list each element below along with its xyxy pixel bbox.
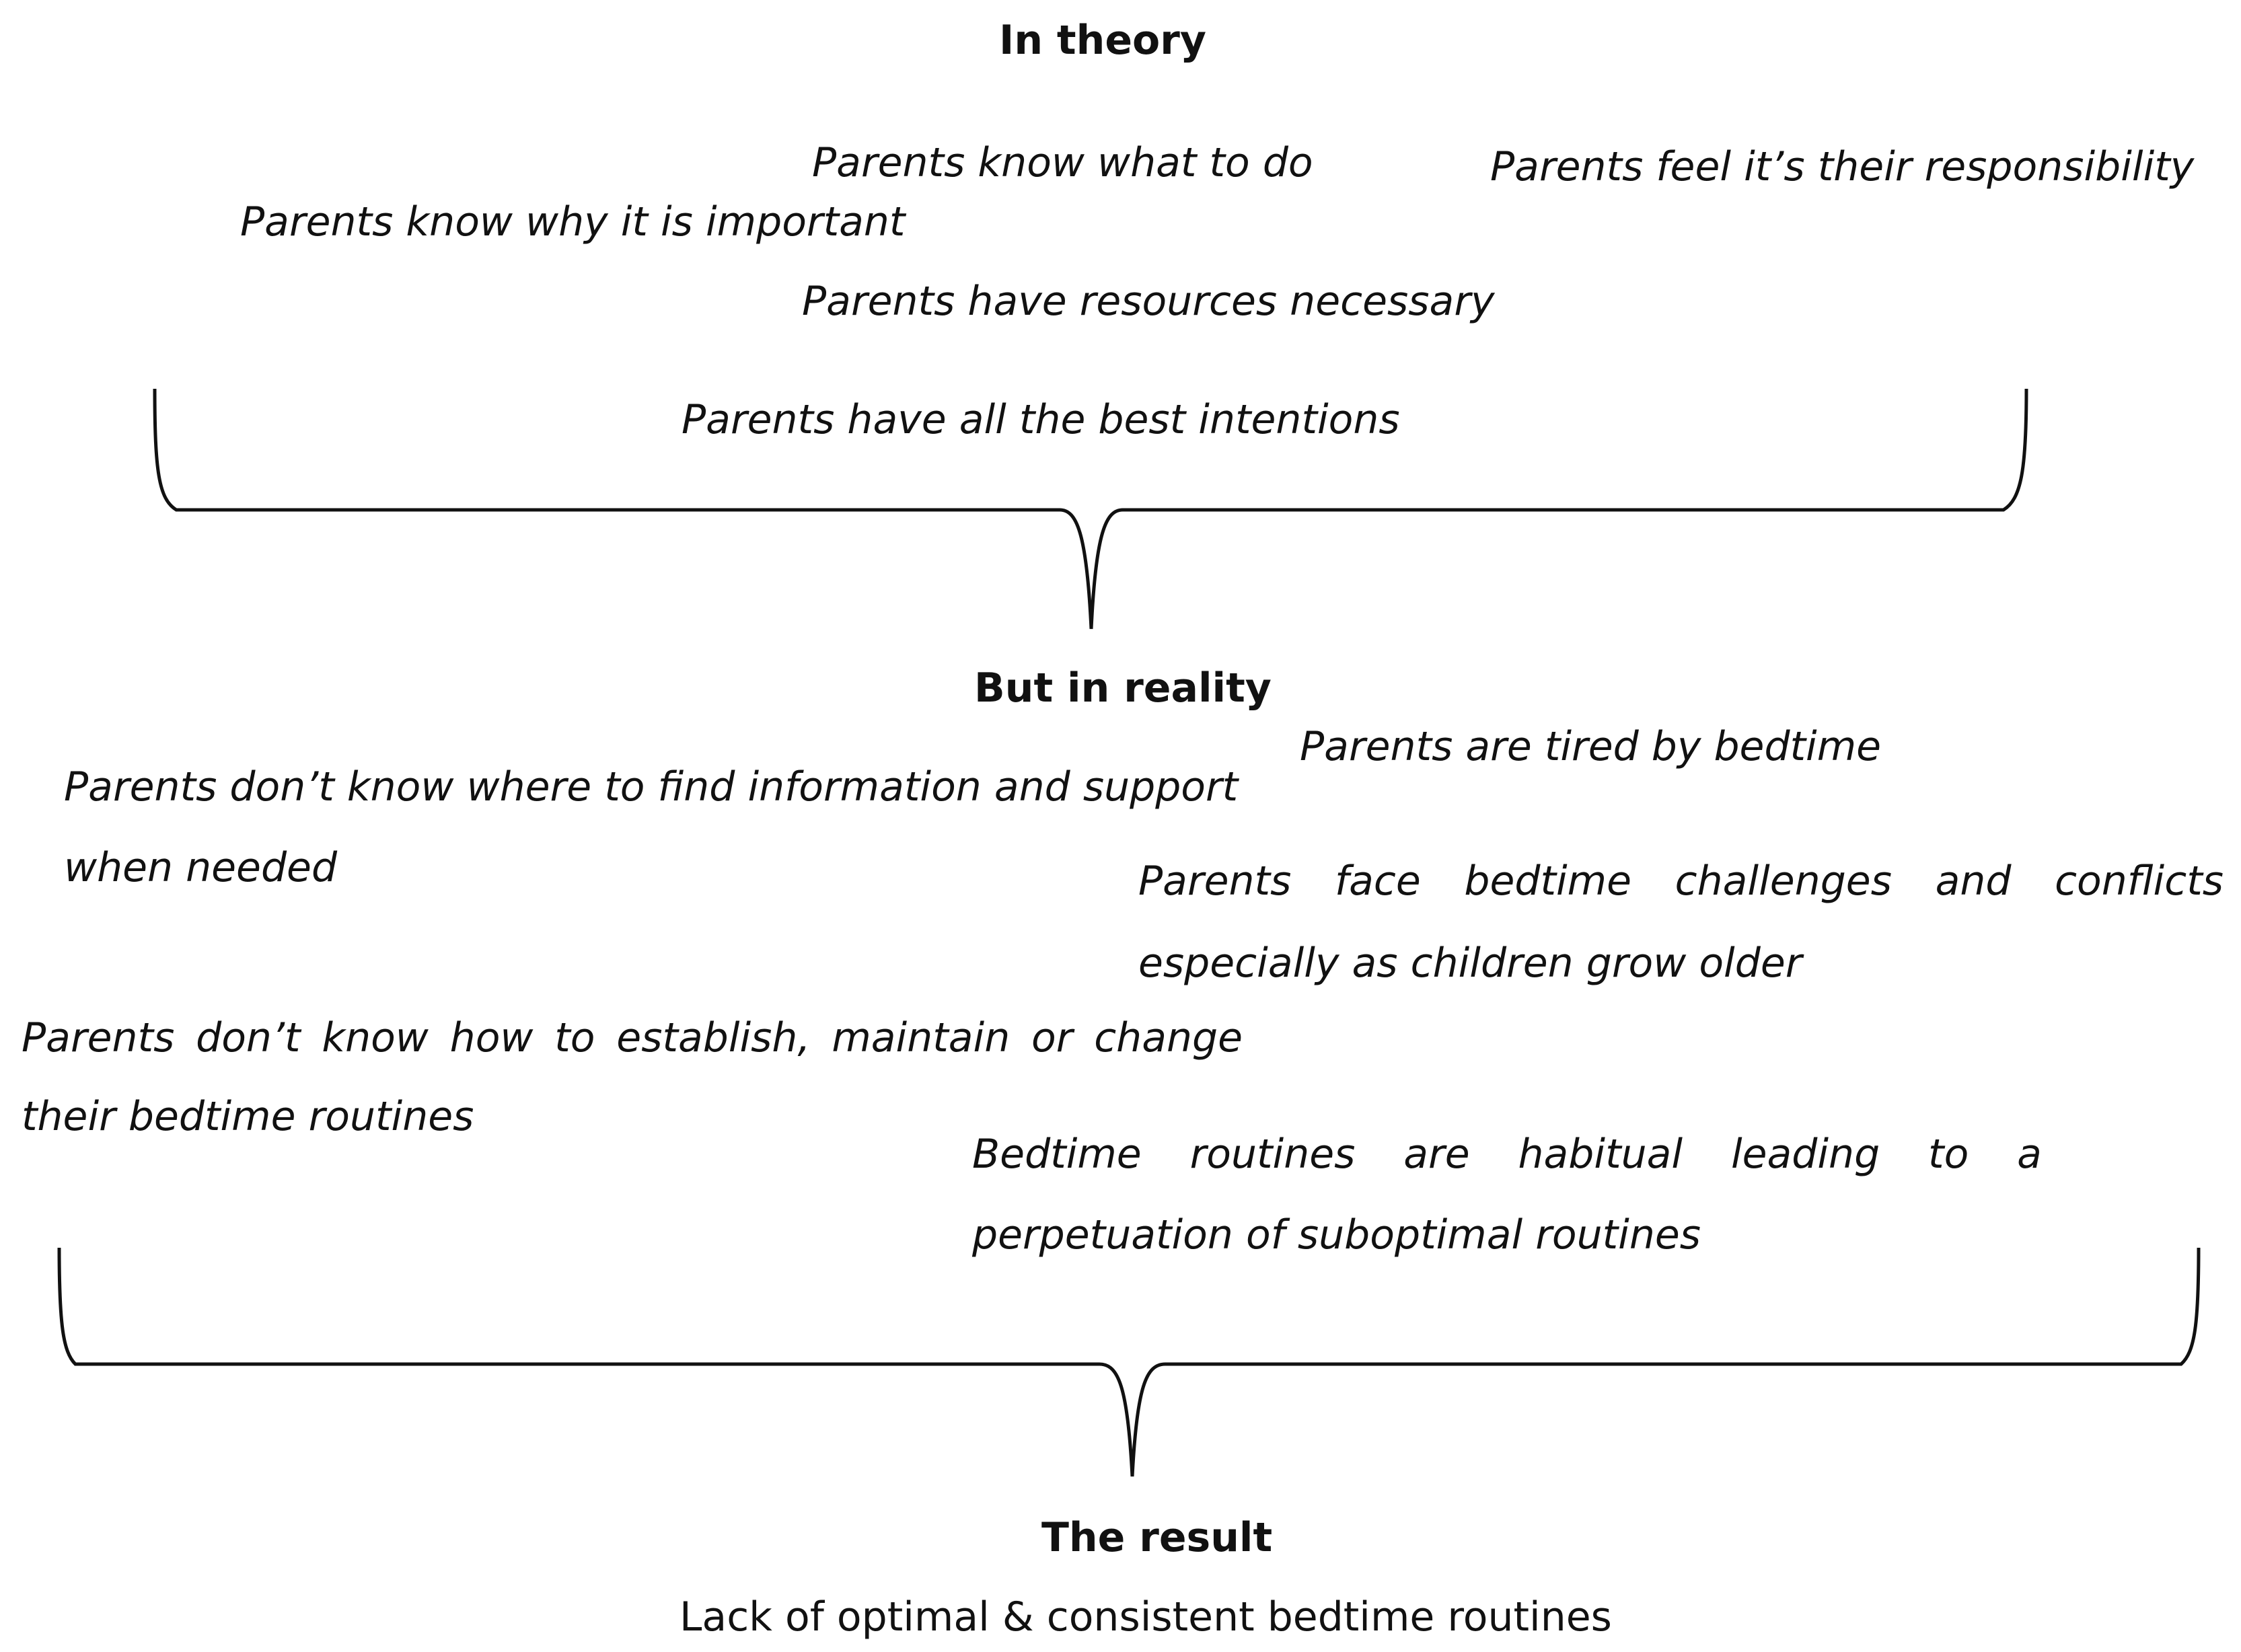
lower-brace [59, 1248, 2199, 1476]
word: don’t [196, 1014, 301, 1061]
word: to [554, 1014, 595, 1061]
word: establish, [616, 1014, 811, 1061]
theory-heading: In theory [999, 17, 1206, 64]
word: bedtime [1464, 858, 1632, 905]
reality-item-habitual-line2: perpetuation of suboptimal routines [972, 1211, 1701, 1259]
word: leading [1730, 1131, 1880, 1178]
reality-item-establish-line1 [22, 1014, 1243, 1061]
reality-item-habitual-line1 [972, 1131, 2042, 1178]
word: know [322, 1014, 429, 1061]
word: habitual [1518, 1131, 1683, 1178]
word: and [1935, 858, 2012, 905]
result-text: Lack of optimal & consistent bedtime routines [679, 1593, 1612, 1641]
word: Bedtime [972, 1131, 1142, 1178]
reality-item-info-line2: when needed [64, 844, 338, 891]
reality-item-info-line1: Parents don’t know where to find information and support [64, 763, 1239, 811]
word: conflicts [2055, 858, 2224, 905]
reality-item-challenges-line1 [1138, 858, 2224, 905]
word: change [1094, 1014, 1243, 1061]
word: maintain [832, 1014, 1011, 1061]
result-heading: The result [1041, 1514, 1273, 1561]
word: Parents [22, 1014, 175, 1061]
theory-item-responsibility: Parents feel it’s their responsibility [1490, 143, 2195, 190]
word: to [1928, 1131, 1969, 1178]
theory-item-know-what: Parents know what to do [812, 139, 1313, 186]
reality-item-establish-line2: their bedtime routines [22, 1093, 474, 1140]
reality-heading: But in reality [974, 665, 1272, 712]
word: routines [1189, 1131, 1356, 1178]
word: a [2017, 1131, 2042, 1178]
word: how [449, 1014, 534, 1061]
word: challenges [1675, 858, 1892, 905]
word: Parents [1138, 858, 1292, 905]
word: face [1334, 858, 1421, 905]
reality-item-tired: Parents are tired by bedtime [1300, 723, 1882, 770]
theory-item-intentions: Parents have all the best intentions [682, 396, 1400, 443]
word: or [1031, 1014, 1073, 1061]
reality-item-challenges-line2: especially as children grow older [1138, 940, 1802, 987]
theory-item-know-why: Parents know why it is important [240, 198, 906, 246]
word: are [1403, 1131, 1470, 1178]
theory-item-resources: Parents have resources necessary [802, 278, 1495, 325]
